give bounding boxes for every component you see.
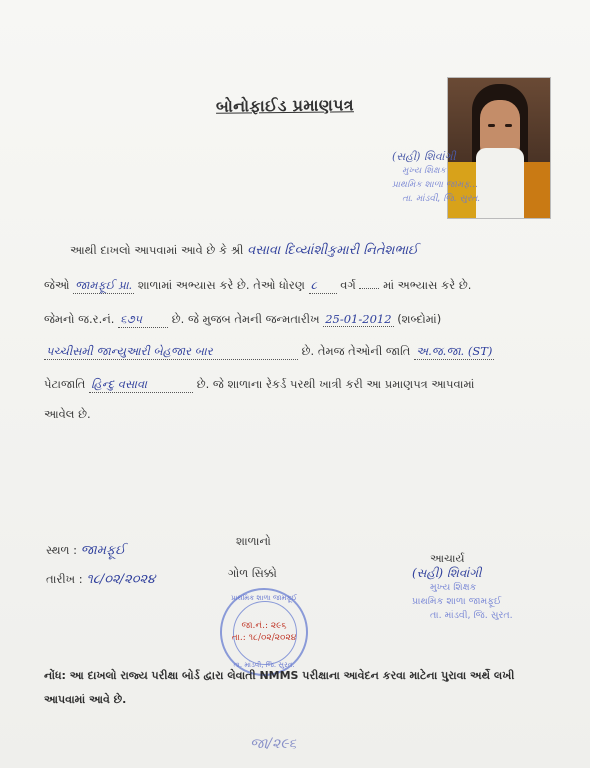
line3-prefix: જેમનો જ.ર.નં.	[44, 312, 115, 326]
round-seal-label: ગોળ સિક્કો	[228, 566, 277, 580]
seal-ring-bottom: તા. માંડવી, જિ. સુરત.	[233, 661, 295, 669]
principal-stamp-line2: પ્રાથમિક શાળા જામફૂઈ	[412, 596, 502, 607]
body-line-4	[44, 344, 564, 360]
page-title: બોનોફાઈડ પ્રમાણપત્ર	[215, 95, 354, 116]
body-line-3	[44, 312, 564, 328]
principal-stamp-line1: મુખ્ય શિક્ષક	[430, 582, 477, 593]
principal-stamp-line3: તા. માંડવી, જિ. સુરત.	[430, 610, 513, 621]
photo-attestation	[392, 150, 542, 220]
subcaste-value: હિન્દુ વસાવા	[89, 377, 193, 393]
school-name: જામફૂઈ પ્રા.	[75, 278, 133, 292]
principal-signature: (સહી) શિવાંગી	[412, 566, 482, 580]
line1-prefix: આથી દાખલો આપવામાં આવે છે કે શ્રી	[70, 243, 244, 257]
principal-label: આચાર્ય	[430, 552, 465, 565]
photo-stamp-line1: મુખ્ય શિક્ષક	[402, 166, 446, 176]
line2-mid: શાળામાં અભ્યાસ કરે છે. તેઓ ધોરણ	[137, 278, 305, 292]
bottom-reference: જા/૨૯૬	[250, 736, 297, 752]
body-line-2	[44, 278, 564, 294]
body-line-5	[44, 377, 564, 393]
line3-mid: છે. જે મુજબ તેમની જન્મતારીખ	[171, 312, 320, 326]
photo-stamp-line2: પ્રાથમિક શાળા જામફ...	[392, 180, 479, 190]
line2-prefix: જેઓ	[44, 278, 70, 292]
line2-class-label: વર્ગ	[340, 278, 356, 292]
line5-suffix: છે. જે શાળાના રેકર્ડ પરથી ખાત્રી કરી આ પ્રમાણપત્ર આપવામાં	[196, 377, 475, 391]
seal-inward-number: જા.નં.: ૨૯૬	[241, 621, 287, 631]
dob-in-words: પચ્ચીસમી જાન્યુઆરી બેહજાર બાર	[44, 344, 298, 360]
body-line-1	[70, 243, 590, 258]
body-line-6: આવેલ છે.	[44, 407, 91, 421]
line5-prefix: પેટાજાતિ	[44, 377, 86, 391]
footnote: નોંધ: આ દાખલો રાજ્ય પરીક્ષા બોર્ડ દ્વારા લેવાતી NMMS પરીક્ષાના આવેદન કરવા માટેના પુરાવા અર્થે લખી આપવામાં આવે છે.	[44, 669, 515, 706]
date-value: ૧૮/૦૨/૨૦૨૪	[86, 572, 156, 587]
date-row	[46, 572, 155, 587]
photo-stamp-line3: તા. માંડવી, જિ. સુરત.	[402, 194, 481, 204]
date-of-birth: 25-01-2012	[325, 312, 392, 326]
school-seal-stamp	[220, 588, 308, 676]
division-value	[359, 288, 379, 289]
student-name: વસાવા દિવ્યાંશીકુમારી નિતેશભાઈ	[247, 243, 419, 258]
line2-suffix: માં અભ્યાસ કરે છે.	[383, 278, 472, 292]
seal-ring-top: પ્રાથમિક શાળા જામફૂઈ	[231, 594, 297, 602]
line3-suffix: (શબ્દોમાં)	[397, 312, 442, 326]
place-label: સ્થળ :	[46, 543, 78, 557]
principal-block	[412, 552, 572, 623]
photo-signature: (સહી) શિવાંગી	[392, 150, 456, 163]
standard-value: ૮	[309, 278, 337, 294]
date-label: તારીખ :	[46, 572, 83, 586]
place-row	[46, 543, 125, 558]
seal-date: તા.: ૧૮/૦૨/૨૦૨૪	[231, 633, 297, 643]
caste-value: અ.જ.જા. (ST)	[416, 344, 493, 358]
line4-mid: છે. તેમજ તેઓની જાતિ	[301, 344, 411, 358]
place-value: જામફૂઈ	[80, 543, 126, 558]
school-seal-label: શાળાનો	[236, 534, 271, 548]
gr-number: ૬૭૫	[118, 312, 168, 328]
